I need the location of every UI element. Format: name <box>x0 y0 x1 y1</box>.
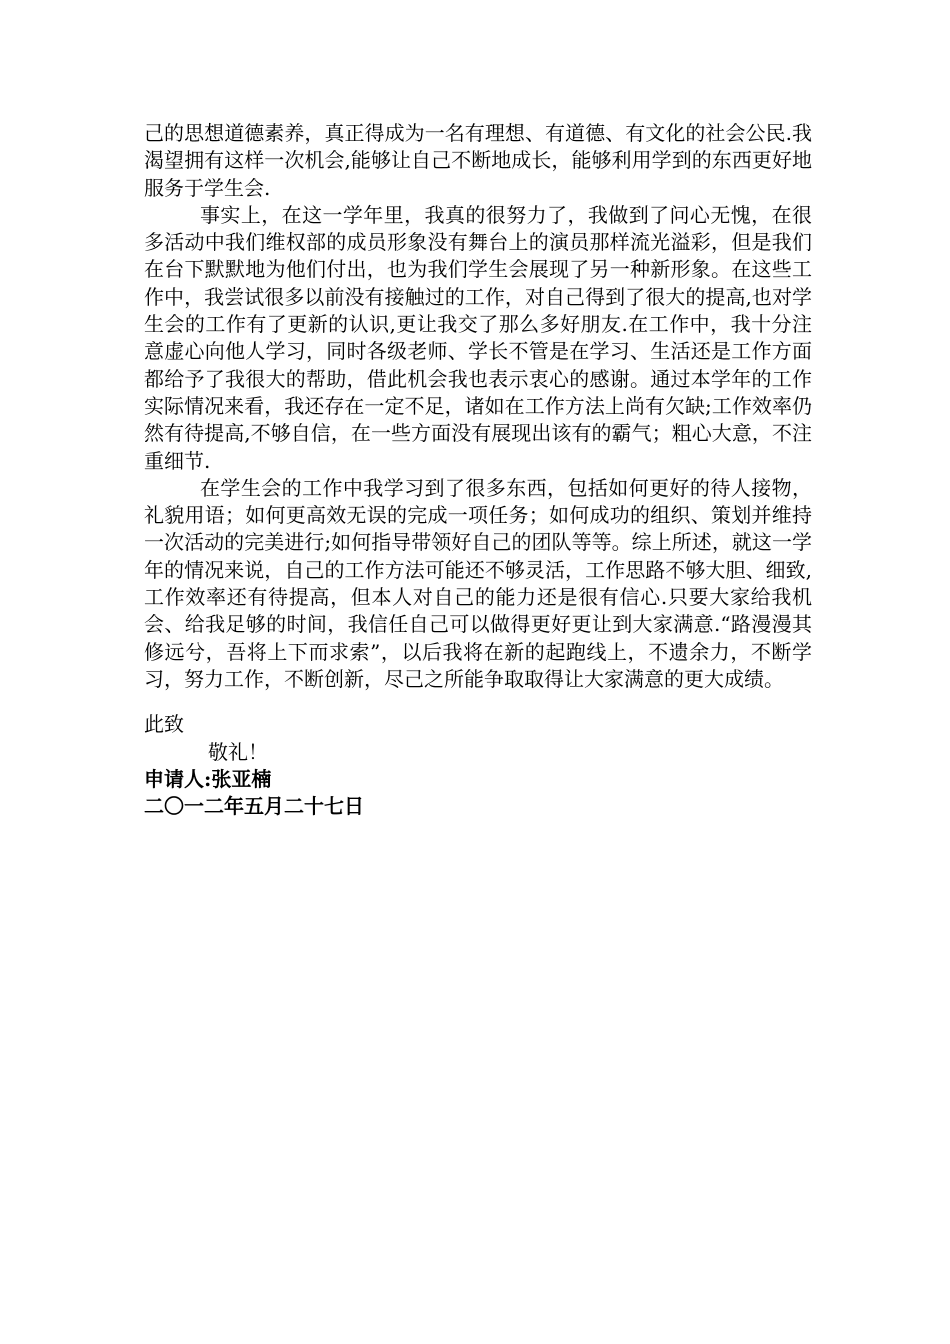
paragraph-conclusion: 在学生会的工作中我学习到了很多东西，包括如何更好的待人接物，礼貌用语；如何更高效无误的完成一项任务；如何成功的组织、策划并维持一次活动的完美进行;如何指导带领好自己的团队等等。综上所述，就这一学年的情况来说，自己的工作方法可能还不够灵活，工作思路不够大胆、细致,工作效率还有待提高，但本人对自己的能力还是很有信心.只要大家给我机会、给我足够的时间，我信任自己可以做得更好更让到大家满意.“路漫漫其修远兮，吾将上下而求索”，以后我将在新的起跑线上，不遗余力，不断学习，努力工作，不断创新，尽己之所能争取取得让大家满意的更大成绩。 <box>144 475 812 691</box>
letter-body <box>144 120 812 820</box>
letter-date: 二〇一二年五月二十七日 <box>144 794 364 819</box>
blank-line <box>144 693 812 711</box>
paragraph-work-summary: 事实上，在这一学年里，我真的很努力了，我做到了问心无愧，在很多活动中我们维权部的成员形象没有舞台上的演员那样流光溢彩，但是我们在台下默默地为他们付出，也为我们学生会展现了另一种新形象。在这些工作中，我尝试很多以前没有接触过的工作，对自己得到了很大的提高,也对学生会的工作有了更新的认识,更让我交了那么多好朋友.在工作中，我十分注意虚心向他人学习，同时各级老师、学长不管是在学习、生活还是工作方面都给予了我很大的帮助，借此机会我也表示衷心的感谢。通过本学年的工作实际情况来看，我还存在一定不足，诸如在工作方法上尚有欠缺;工作效率仍然有待提高,不够自信，在一些方面没有展现出该有的霸气；粗心大意，不注重细节. <box>144 202 812 473</box>
applicant-signature: 申请人:张亚楠 <box>144 766 272 791</box>
salutation: 敬礼！ <box>208 739 268 764</box>
closing-phrase: 此致 <box>144 712 184 737</box>
paragraph-continuation: 己的思想道德素养，真正得成为一名有理想、有道德、有文化的社会公民.我渴望拥有这样一次机会,能够让自己不断地成长，能够利用学到的东西更好地服务于学生会. <box>144 121 812 200</box>
